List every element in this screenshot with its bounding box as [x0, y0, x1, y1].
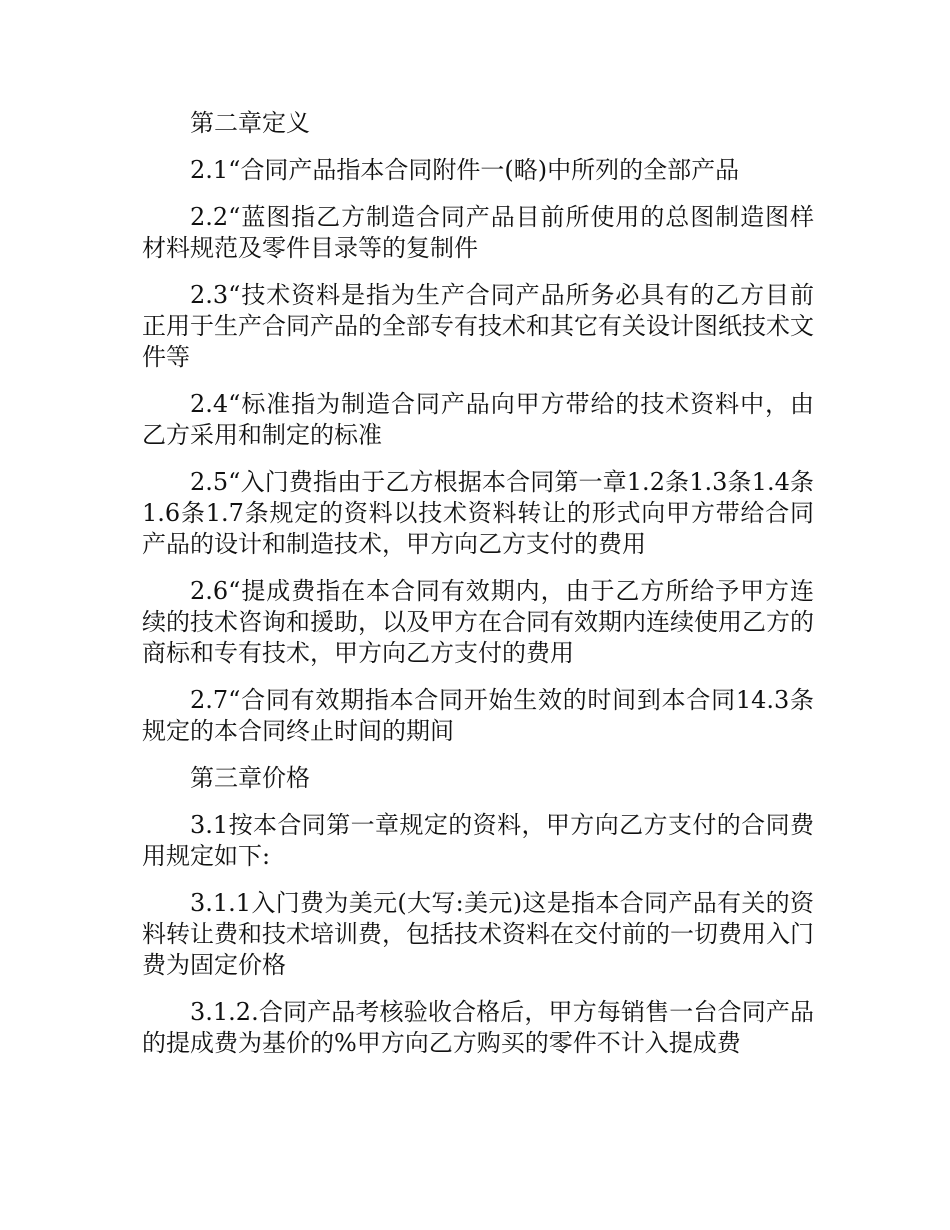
clause-2-3: 2.3“技术资料是指为生产合同产品所务必具有的乙方目前正用于生产合同产品的全部专有技术和其它有关设计图纸技术文件等: [142, 281, 814, 371]
chapter-3-heading: 第三章价格: [190, 764, 310, 792]
clause-2-4: 2.4“标准指为制造合同产品向甲方带给的技术资料中，由乙方采用和制定的标准: [142, 390, 814, 449]
document-body: [142, 108, 814, 1075]
clause-3-1-1: 3.1.1入门费为美元(大写:美元)这是指本合同产品有关的资料转让费和技术培训费，包括技术资料在交付前的一切费用入门费为固定价格: [142, 889, 814, 979]
clause-2-2: 2.2“蓝图指乙方制造合同产品目前所使用的总图制造图样材料规范及零件目录等的复制件: [142, 203, 814, 262]
clause-3-1: 3.1按本合同第一章规定的资料，甲方向乙方支付的合同费用规定如下:: [142, 811, 814, 870]
chapter-2-heading: 第二章定义: [190, 109, 310, 137]
clause-2-1: 2.1“合同产品指本合同附件一(略)中所列的全部产品: [190, 156, 740, 184]
clause-2-5: 2.5“入门费指由于乙方根据本合同第一章1.2条1.3条1.4条1.6条1.7条规定的资料以技术资料转让的形式向甲方带给合同产品的设计和制造技术，甲方向乙方支付的费用: [142, 468, 814, 558]
clause-3-1-2: 3.1.2.合同产品考核验收合格后，甲方每销售一台合同产品的提成费为基价的%甲方向乙方购买的零件不计入提成费: [142, 998, 814, 1057]
clause-2-7: 2.7“合同有效期指本合同开始生效的时间到本合同14.3条规定的本合同终止时间的期间: [142, 686, 814, 745]
clause-2-6: 2.6“提成费指在本合同有效期内，由于乙方所给予甲方连续的技术咨询和援助，以及甲方在合同有效期内连续使用乙方的商标和专有技术，甲方向乙方支付的费用: [142, 577, 814, 667]
